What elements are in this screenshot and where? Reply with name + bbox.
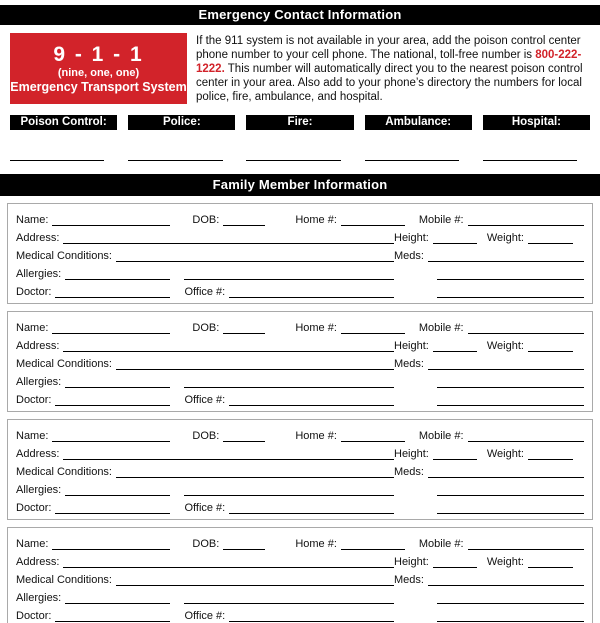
office-phone-label: Office #: (184, 610, 226, 622)
home-phone-label: Home #: (295, 214, 337, 226)
family-member-block (7, 527, 593, 623)
name-label: Name: (16, 430, 49, 442)
dob-line[interactable] (223, 225, 265, 226)
dob-line[interactable] (223, 441, 265, 442)
allergies-label: Allergies: (16, 592, 62, 604)
member-row-doctor (16, 281, 584, 299)
name-label: Name: (16, 322, 49, 334)
member-row-doctor (16, 497, 584, 515)
allergies-label: Allergies: (16, 268, 62, 280)
allergies-line[interactable] (65, 279, 170, 280)
member-row-allergies (16, 371, 584, 389)
contact-chip-ambulance: Ambulance: (365, 115, 472, 130)
meds-continued-line-2[interactable] (437, 513, 584, 514)
member-row-address (16, 551, 584, 569)
height-label: Height: (394, 340, 429, 352)
member-row-medical (16, 461, 584, 479)
mobile-phone-label: Mobile #: (418, 430, 464, 442)
allergies-continued-line[interactable] (184, 387, 394, 388)
member-row-name (16, 425, 584, 443)
member-row-medical (16, 353, 584, 371)
weight-label: Weight: (486, 232, 524, 244)
doctor-line[interactable] (55, 405, 170, 406)
poison-control-phone-number: 800-222-1222. (196, 49, 582, 75)
police-line[interactable] (128, 160, 222, 161)
home-phone-line[interactable] (341, 441, 405, 442)
home-phone-label: Home #: (295, 430, 337, 442)
height-line[interactable] (433, 567, 477, 568)
ambulance-line[interactable] (365, 160, 459, 161)
contact-col-poison-control (10, 115, 117, 161)
weight-label: Weight: (486, 448, 524, 460)
medical-conditions-label: Medical Conditions: (16, 574, 112, 586)
family-member-block (7, 203, 593, 304)
member-row-name (16, 533, 584, 551)
allergies-line[interactable] (65, 603, 170, 604)
medical-conditions-label: Medical Conditions: (16, 250, 112, 262)
meds-label: Meds: (394, 358, 424, 370)
office-phone-label: Office #: (184, 502, 226, 514)
medical-conditions-line[interactable] (116, 369, 394, 370)
dob-label: DOB: (192, 538, 220, 550)
home-phone-label: Home #: (295, 322, 337, 334)
address-line[interactable] (63, 459, 394, 460)
mobile-phone-line[interactable] (468, 333, 584, 334)
badge-911-number: 9 - 1 - 1 (53, 42, 144, 66)
address-label: Address: (16, 232, 60, 244)
weight-line[interactable] (528, 459, 573, 460)
address-label: Address: (16, 556, 60, 568)
meds-line[interactable] (428, 369, 584, 370)
address-line[interactable] (63, 243, 394, 244)
member-row-medical (16, 245, 584, 263)
mobile-phone-line[interactable] (468, 225, 584, 226)
fire-line[interactable] (246, 160, 340, 161)
intro-text-after: This number will automatically direct you to the nearest poison control center in your area. Also add to your phone’s directory the numbers for local police, fire, ambulance, and hospital. (196, 63, 583, 103)
office-phone-label: Office #: (184, 394, 226, 406)
member-row-allergies (16, 263, 584, 281)
contact-chip-poison-control: Poison Control: (10, 115, 117, 130)
doctor-label: Doctor: (16, 394, 52, 406)
doctor-label: Doctor: (16, 286, 52, 298)
mobile-phone-line[interactable] (468, 549, 584, 550)
medical-conditions-line[interactable] (116, 585, 394, 586)
medical-conditions-line[interactable] (116, 477, 394, 478)
address-label: Address: (16, 340, 60, 352)
intro-text-before: If the 911 system is not available in your area, add the poison control center phone number to your cell phone. The national, toll-free number is (196, 35, 581, 61)
allergies-continued-line[interactable] (184, 279, 394, 280)
office-phone-line[interactable] (229, 621, 394, 622)
member-row-allergies (16, 479, 584, 497)
meds-continued-line[interactable] (437, 495, 584, 496)
meds-continued-line[interactable] (437, 387, 584, 388)
contact-col-ambulance (365, 115, 472, 161)
member-row-address (16, 335, 584, 353)
home-phone-line[interactable] (341, 333, 405, 334)
allergies-label: Allergies: (16, 484, 62, 496)
dob-line[interactable] (223, 333, 265, 334)
badge-911 (10, 33, 187, 104)
address-line[interactable] (63, 567, 394, 568)
dob-label: DOB: (192, 322, 220, 334)
contact-col-hospital (483, 115, 590, 161)
doctor-label: Doctor: (16, 610, 52, 622)
name-label: Name: (16, 214, 49, 226)
meds-continued-line[interactable] (437, 603, 584, 604)
meds-continued-line-2[interactable] (437, 297, 584, 298)
allergies-line[interactable] (65, 387, 170, 388)
page-title: Emergency Contact Information (0, 5, 600, 25)
member-row-address (16, 227, 584, 245)
mobile-phone-line[interactable] (468, 441, 584, 442)
weight-line[interactable] (528, 243, 573, 244)
member-row-name (16, 317, 584, 335)
height-line[interactable] (433, 243, 477, 244)
weight-line[interactable] (528, 567, 573, 568)
doctor-line[interactable] (55, 621, 170, 622)
home-phone-label: Home #: (295, 538, 337, 550)
meds-label: Meds: (394, 574, 424, 586)
dob-line[interactable] (223, 549, 265, 550)
allergies-line[interactable] (65, 495, 170, 496)
height-label: Height: (394, 448, 429, 460)
member-row-medical (16, 569, 584, 587)
contact-col-police (128, 115, 235, 161)
family-member-block (7, 311, 593, 412)
doctor-label: Doctor: (16, 502, 52, 514)
meds-line[interactable] (428, 261, 584, 262)
member-row-doctor (16, 389, 584, 407)
member-row-address (16, 443, 584, 461)
top-section (10, 33, 590, 104)
meds-continued-line[interactable] (437, 279, 584, 280)
contact-col-fire (246, 115, 353, 161)
contact-chip-police: Police: (128, 115, 235, 130)
meds-line[interactable] (428, 585, 584, 586)
member-row-doctor (16, 605, 584, 623)
height-label: Height: (394, 232, 429, 244)
office-phone-label: Office #: (184, 286, 226, 298)
contact-chip-fire: Fire: (246, 115, 353, 130)
contact-chip-hospital: Hospital: (483, 115, 590, 130)
allergies-continued-line[interactable] (184, 495, 394, 496)
meds-line[interactable] (428, 477, 584, 478)
poison-control-line[interactable] (10, 160, 104, 161)
hospital-line[interactable] (483, 160, 577, 161)
height-label: Height: (394, 556, 429, 568)
meds-label: Meds: (394, 250, 424, 262)
weight-label: Weight: (486, 340, 524, 352)
dob-label: DOB: (192, 430, 220, 442)
medical-conditions-line[interactable] (116, 261, 394, 262)
family-members (0, 203, 600, 623)
meds-continued-line-2[interactable] (437, 405, 584, 406)
member-row-name (16, 209, 584, 227)
name-line[interactable] (52, 333, 170, 334)
home-phone-line[interactable] (341, 225, 405, 226)
mobile-phone-label: Mobile #: (418, 322, 464, 334)
intro-paragraph (196, 33, 590, 104)
office-phone-line[interactable] (229, 405, 394, 406)
office-phone-line[interactable] (229, 297, 394, 298)
name-line[interactable] (52, 225, 170, 226)
weight-label: Weight: (486, 556, 524, 568)
meds-continued-line-2[interactable] (437, 621, 584, 622)
address-label: Address: (16, 448, 60, 460)
height-line[interactable] (433, 459, 477, 460)
doctor-line[interactable] (55, 513, 170, 514)
mobile-phone-label: Mobile #: (418, 214, 464, 226)
badge-911-label: Emergency Transport System (10, 79, 187, 94)
mobile-phone-label: Mobile #: (418, 538, 464, 550)
emergency-contacts-row (10, 115, 590, 161)
medical-conditions-label: Medical Conditions: (16, 466, 112, 478)
medical-conditions-label: Medical Conditions: (16, 358, 112, 370)
height-line[interactable] (433, 351, 477, 352)
family-section-title: Family Member Information (0, 174, 600, 196)
doctor-line[interactable] (55, 297, 170, 298)
name-line[interactable] (52, 549, 170, 550)
meds-label: Meds: (394, 466, 424, 478)
address-line[interactable] (63, 351, 394, 352)
home-phone-line[interactable] (341, 549, 405, 550)
name-line[interactable] (52, 441, 170, 442)
member-row-allergies (16, 587, 584, 605)
weight-line[interactable] (528, 351, 573, 352)
name-label: Name: (16, 538, 49, 550)
allergies-continued-line[interactable] (184, 603, 394, 604)
office-phone-line[interactable] (229, 513, 394, 514)
badge-911-pronunciation: (nine, one, one) (57, 66, 140, 79)
dob-label: DOB: (192, 214, 220, 226)
allergies-label: Allergies: (16, 376, 62, 388)
family-member-block (7, 419, 593, 520)
